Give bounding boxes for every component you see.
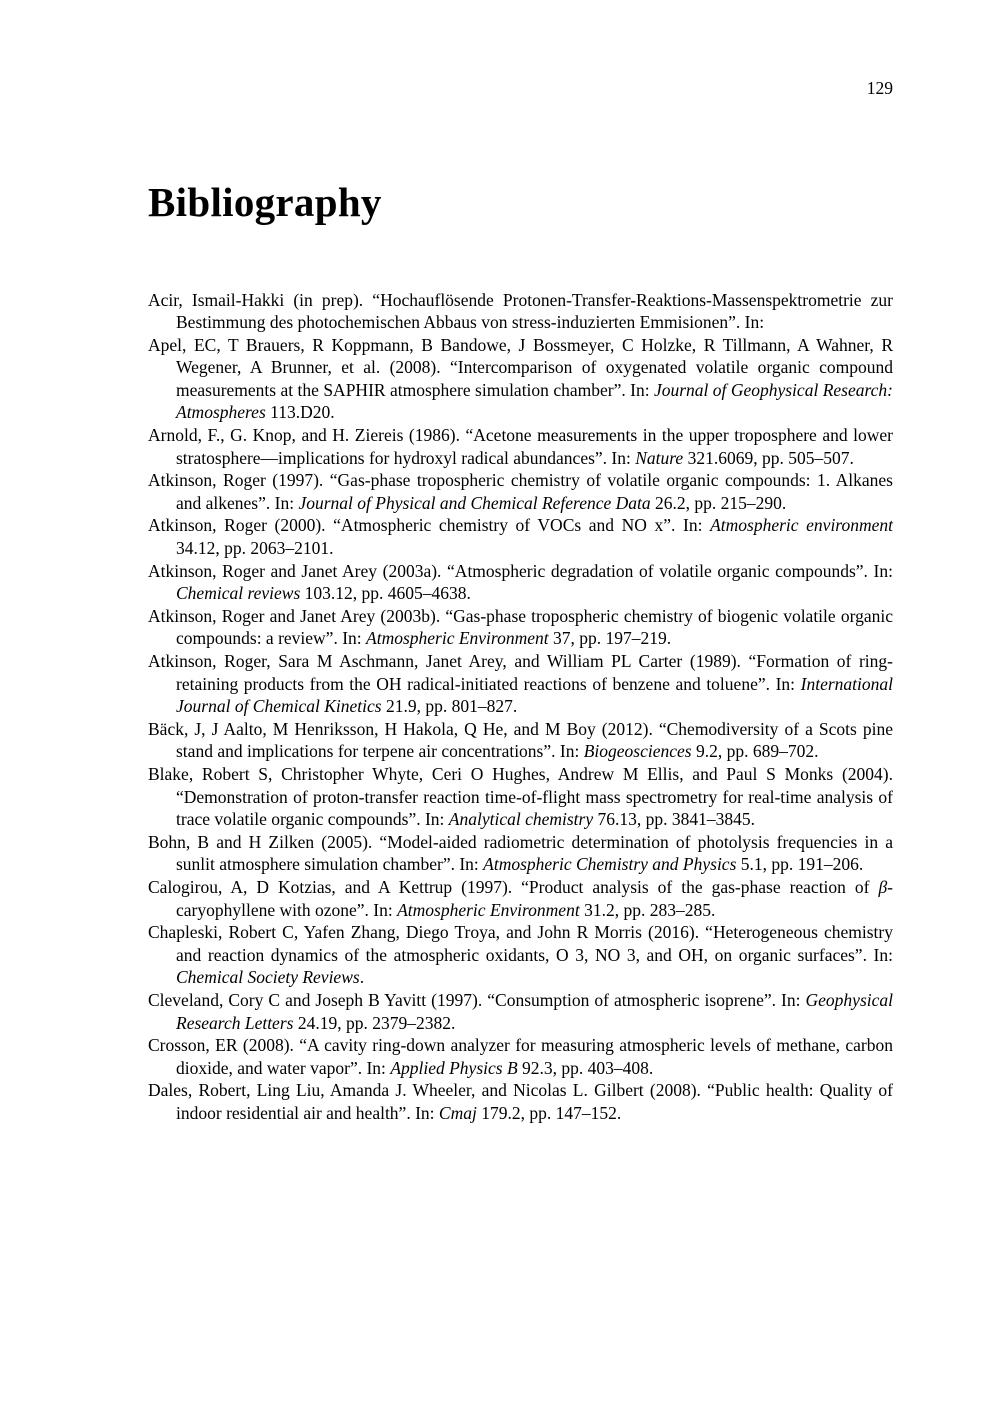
reference-entry [148, 921, 893, 989]
reference-entry [148, 763, 893, 831]
reference-text: -caryophyllene with ozone”. In: [176, 876, 893, 920]
reference-text: 31.2, pp. 283–285. [579, 899, 716, 920]
journal-name: International Journal of Chemical Kinetics [176, 673, 893, 717]
journal-name: Applied Physics B [390, 1057, 518, 1078]
journal-name: Journal of Physical and Chemical Reference Data [298, 492, 651, 513]
reference-text: 92.3, pp. 403–408. [517, 1057, 654, 1078]
journal-name: Journal of Geophysical Research: Atmospheres [176, 379, 893, 423]
page-number: 129 [866, 78, 893, 98]
reference-entry [148, 1079, 893, 1124]
journal-name: Geophysical Research Letters [176, 989, 893, 1033]
reference-text: 76.13, pp. 3841–3845. [593, 809, 755, 830]
journal-name: Chemical Society Reviews [176, 967, 360, 988]
reference-text: Dales, Robert, Ling Liu, Amanda J. Wheeler, and Nicolas L. Gilbert (2008). “Public health: Quality of indoor residential air and health”. In: [148, 1080, 893, 1123]
reference-entry [148, 469, 893, 514]
journal-name: Atmospheric Environment [397, 899, 580, 920]
reference-text: 24.19, pp. 2379–2382. [293, 1012, 456, 1033]
reference-text: 9.2, pp. 689–702. [691, 741, 819, 762]
reference-text: Atkinson, Roger and Janet Arey (2003b). “Gas-phase tropospheric chemistry of biogenic volatile organic compounds: a review”. In: [148, 605, 893, 649]
reference-text: Cleveland, Cory C and Joseph B Yavitt (1997). “Consumption of atmospheric isoprene”. In: [148, 989, 806, 1010]
reference-text: Blake, Robert S, Christopher Whyte, Ceri O Hughes, Andrew M Ellis, and Paul S Monks (2004). “Demonstration of proton-transfer reaction time-of-flight mass spectrometry for real-time analysis of trace volatile organic compounds”. In: [148, 763, 893, 830]
reference-entry [148, 718, 893, 763]
reference-text: Atkinson, Roger (1997). “Gas-phase tropospheric chemistry of volatile organic compounds: 1. Alkanes and alkenes”. In: [148, 470, 893, 513]
reference-text: Bäck, J, J Aalto, M Henriksson, H Hakola, Q He, and M Boy (2012). “Chemodiversity of a Scots pine stand and implications for terpene air concentrations”. In: [148, 718, 893, 762]
reference-text: 5.1, pp. 191–206. [736, 854, 864, 875]
reference-text: Apel, EC, T Brauers, R Koppmann, B Bandowe, J Bossmeyer, C Holzke, R Tillmann, A Wahner, R Wegener, A Brunner, et al. (2008). “Intercomparison of oxygenated volatile organic compound measurements at the SAPHIR atmosphere simulation chamber”. In: [148, 334, 893, 400]
reference-entry [148, 514, 893, 559]
reference-text: 34.12, pp. 2063–2101. [176, 538, 334, 559]
bibliography-title: Bibliography [148, 178, 382, 225]
journal-name: Nature [635, 447, 684, 468]
journal-name: Biogeosciences [583, 741, 692, 762]
reference-entry [148, 560, 893, 605]
reference-entry [148, 989, 893, 1034]
reference-text: Bohn, B and H Zilken (2005). “Model-aided radiometric determination of photolysis frequencies in a sunlit atmosphere simulation chamber”. In: [148, 831, 893, 875]
reference-entry [148, 424, 893, 469]
journal-name: Chemical reviews [176, 583, 301, 604]
reference-entry [148, 876, 893, 921]
journal-name: Atmospheric environment [710, 515, 893, 536]
journal-name: β [878, 876, 888, 897]
reference-text: Atkinson, Roger, Sara M Aschmann, Janet Arey, and William PL Carter (1989). “Formation of ring-retaining products from the OH radical-initiated reactions of benzene and toluene”. In: [148, 651, 893, 694]
reference-entry [148, 1034, 893, 1079]
journal-name: Atmospheric Chemistry and Physics [483, 854, 737, 875]
reference-text: 179.2, pp. 147–152. [476, 1102, 622, 1123]
reference-list [148, 289, 893, 1125]
reference-text: 103.12, pp. 4605–4638. [300, 583, 471, 604]
reference-entry [148, 605, 893, 650]
journal-name: Atmospheric Environment [366, 628, 549, 649]
journal-name: Cmaj [438, 1102, 477, 1123]
reference-text: . [359, 967, 365, 988]
reference-text: 26.2, pp. 215–290. [650, 492, 787, 513]
reference-text: Crosson, ER (2008). “A cavity ring-down analyzer for measuring atmospheric levels of methane, carbon dioxide, and water vapor”. In: [148, 1035, 893, 1078]
reference-text: 321.6069, pp. 505–507. [683, 447, 854, 468]
reference-entry [148, 289, 893, 334]
reference-text: Atkinson, Roger (2000). “Atmospheric chemistry of VOCs and NO x”. In: [148, 515, 711, 536]
reference-text: Calogirou, A, D Kotzias, and A Kettrup (1997). “Product analysis of the gas-phase reaction of [148, 876, 879, 897]
reference-entry [148, 334, 893, 424]
reference-text: Atkinson, Roger and Janet Arey (2003a). “Atmospheric degradation of volatile organic compounds”. In: [148, 560, 893, 581]
journal-name: Analytical chemistry [448, 809, 594, 830]
reference-entry [148, 650, 893, 718]
reference-text: Acir, Ismail-Hakki (in prep). “Hochauflösende Protonen-Transfer-Reaktions-Massenspektrometrie zur Bestimmung des photochemischen Abbaus von stress-induzierten Emmisionen”. In: [148, 289, 893, 333]
reference-text: 113.D20. [265, 402, 335, 423]
reference-text: Arnold, F., G. Knop, and H. Ziereis (1986). “Acetone measurements in the upper troposphere and lower stratosphere—implications for hydroxyl radical abundances”. In: [148, 425, 893, 468]
reference-entry [148, 831, 893, 876]
reference-text: Chapleski, Robert C, Yafen Zhang, Diego Troya, and John R Morris (2016). “Heterogeneous chemistry and reaction dynamics of the atmospheric oxidants, O 3, NO 3, and OH, on organic surfaces”. In: [148, 922, 893, 965]
reference-text: 21.9, pp. 801–827. [381, 696, 518, 717]
reference-text: 37, pp. 197–219. [548, 628, 672, 649]
